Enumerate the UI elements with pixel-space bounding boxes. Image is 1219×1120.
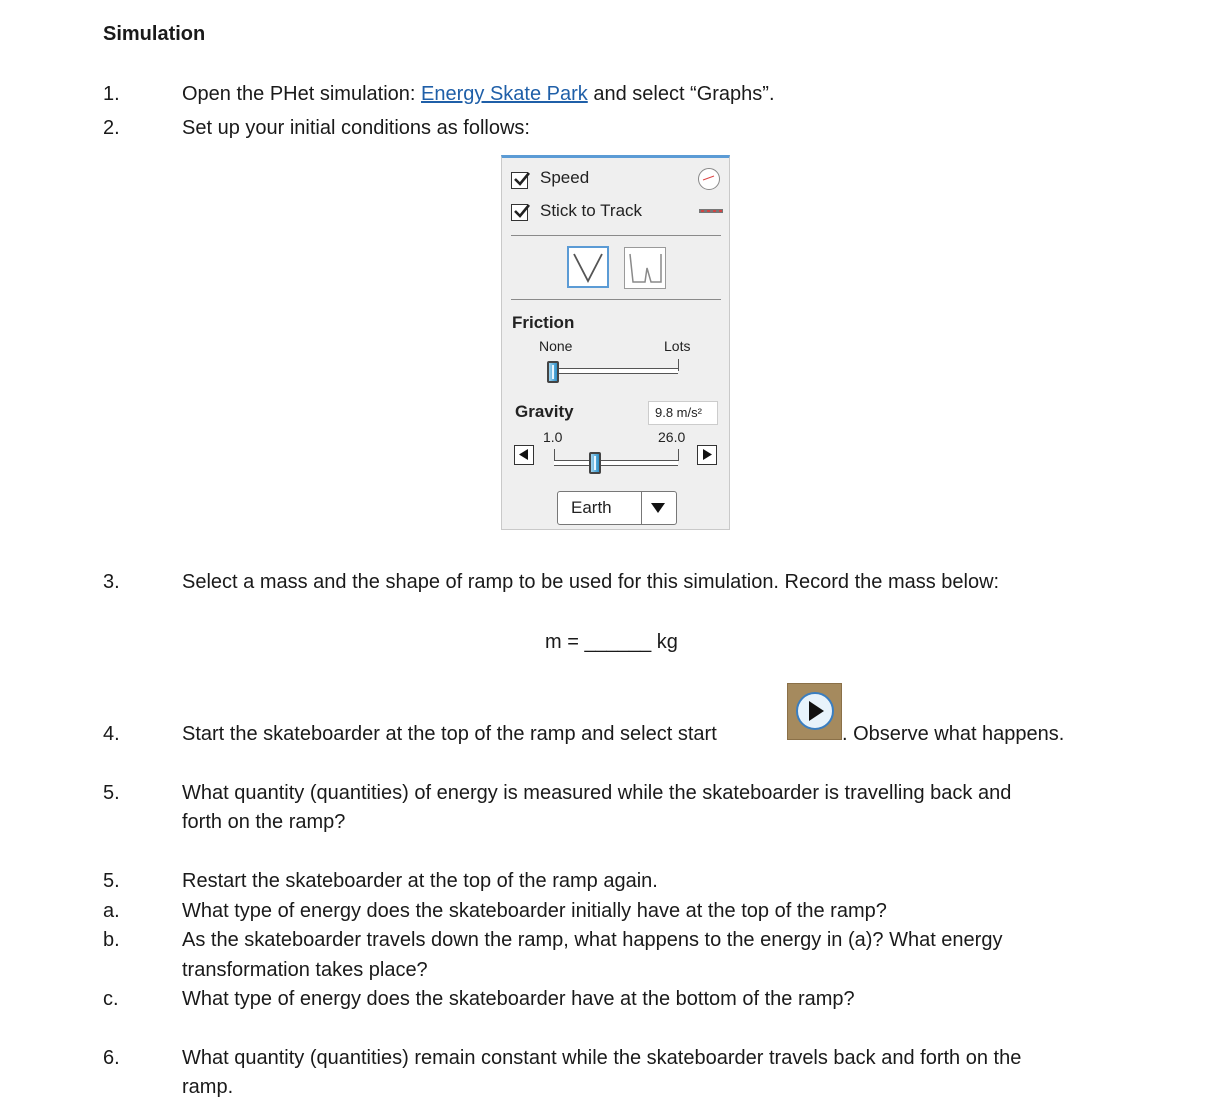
speed-label: Speed [540,168,590,187]
speed-checkbox[interactable] [511,172,528,189]
step-c-letter: c. [103,988,119,1010]
step-4-text-post: . Observe what happens. [842,723,1065,745]
step-6-number: 6. [103,1047,120,1069]
gravity-slider-track[interactable] [554,460,678,466]
gravity-slider-thumb[interactable] [589,452,601,474]
mass-unit: kg [656,631,678,653]
gravity-min-label: 1.0 [543,429,563,445]
chevron-down-icon [650,501,666,515]
play-icon [788,684,841,739]
play-button [787,683,842,740]
step-1-post: and select “Graphs”. [587,83,775,105]
planet-selected: Earth [571,498,612,517]
step-b-letter: b. [103,929,120,951]
page-title: Simulation [103,23,206,45]
energy-skate-park-link[interactable]: Energy Skate Park [421,83,588,105]
step-1-number: 1. [103,83,120,105]
step-1-text [182,82,775,106]
gravity-value-box [648,401,718,425]
phet-control-panel [501,155,730,530]
gravity-increase-button[interactable] [697,445,717,465]
step-4-text-pre: Start the skateboarder at the top of the ramp and select start [182,723,717,745]
gravity-max-label: 26.0 [658,429,686,445]
step-5-number: 5. [103,782,120,804]
step-5b-number: 5. [103,870,120,892]
step-5b-text: Restart the skateboarder at the top of the ramp again. [182,870,658,892]
step-2-text: Set up your initial conditions as follows: [182,117,530,139]
mass-record-line [545,630,678,654]
divider [511,235,721,236]
stick-to-track-checkbox[interactable] [511,204,528,221]
divider [511,299,721,300]
step-a-text: What type of energy does the skateboarder initially have at the top of the ramp? [182,900,887,922]
friction-slider-thumb[interactable] [547,361,559,383]
track-icon [699,208,723,214]
step-3-number: 3. [103,571,120,593]
friction-min-label: None [539,338,573,354]
step-5-line-2: forth on the ramp? [182,811,346,833]
tick [678,359,679,371]
step-a-letter: a. [103,900,120,922]
step-6-line-2: ramp. [182,1076,234,1098]
mass-label: m = [545,631,585,653]
w-ramp-button[interactable] [624,247,666,289]
friction-slider-track[interactable] [554,368,678,374]
stick-to-track-label: Stick to Track [540,201,643,220]
planet-dropdown[interactable] [557,491,677,525]
friction-label: Friction [512,313,575,332]
step-b-line-2: transformation takes place? [182,959,428,981]
u-ramp-button[interactable] [567,246,609,288]
gravity-value: 9.8 m/s² [655,405,702,420]
step-5-line-1: What quantity (quantities) of energy is measured while the skateboarder is travelling back and [182,782,1012,804]
step-4-number: 4. [103,723,120,745]
step-3-text: Select a mass and the shape of ramp to be used for this simulation. Record the mass below: [182,571,1000,593]
gravity-decrease-button[interactable] [514,445,534,465]
friction-max-label: Lots [664,338,691,354]
step-2-number: 2. [103,117,120,139]
mass-blank: ______ [584,631,652,653]
tick [678,449,679,461]
step-1-pre: Open the PHet simulation: [182,83,422,105]
gravity-label: Gravity [515,402,574,421]
step-b-line-1: As the skateboarder travels down the ramp, what happens to the energy in (a)? What energy [182,929,1003,951]
step-6-line-1: What quantity (quantities) remain constant while the skateboarder travels back and forth on the [182,1047,1022,1069]
step-c-text: What type of energy does the skateboarder have at the bottom of the ramp? [182,988,855,1010]
speedometer-icon [697,167,721,191]
